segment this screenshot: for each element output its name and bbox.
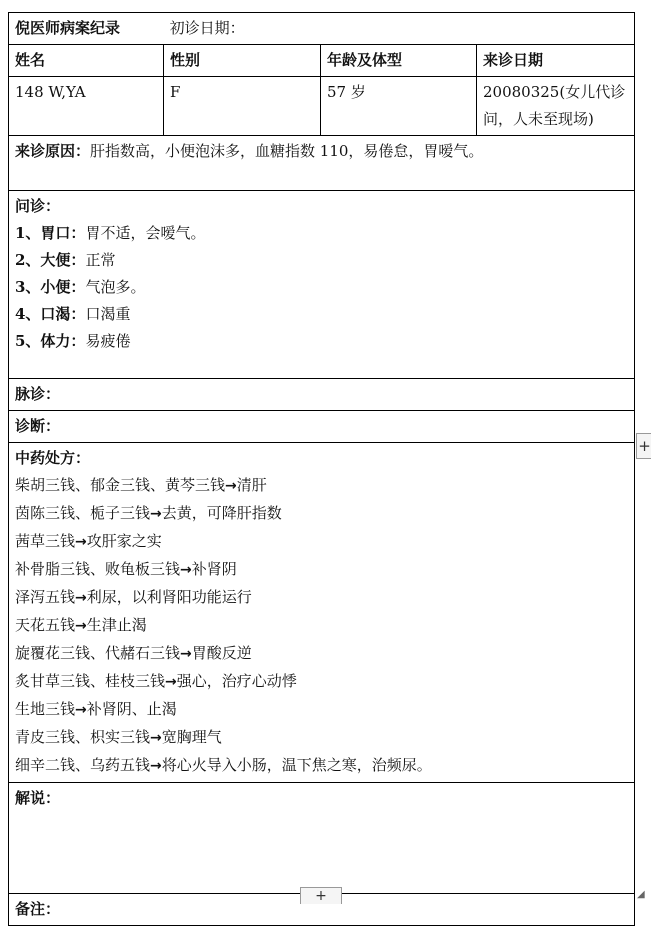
arrow-right-icon: →	[75, 590, 87, 606]
inquiry-item: 4、口渴：口渴重	[15, 305, 131, 323]
reason-cell[interactable]	[9, 136, 635, 191]
resize-corner-icon[interactable]: ◢	[637, 889, 645, 900]
inquiry-item: 1、胃口：胃不适，会嗳气。	[15, 224, 206, 242]
patient-name[interactable]: 148 W,YA	[9, 77, 164, 136]
prescription-item	[15, 724, 628, 752]
prescription-herbs: 生地三钱	[15, 700, 76, 718]
prescription-herbs: 茵陈三钱、栀子三钱	[15, 504, 151, 522]
prescription-item	[15, 612, 628, 640]
record-title: 倪医师病案纪录	[15, 19, 121, 37]
prescription-herbs: 青皮三钱、枳实三钱	[15, 728, 151, 746]
prescription-effect: 宽胸理气	[161, 728, 222, 746]
prescription-effect: 清肝	[236, 476, 267, 494]
record-title-row	[9, 13, 635, 45]
inquiry-item: 2、大便：正常	[15, 251, 116, 269]
notes-cell[interactable]: 备注：	[9, 894, 635, 926]
prescription-effect: 补肾阴、止渴	[86, 700, 177, 718]
prescription-effect: 补肾阴	[191, 560, 237, 578]
medical-record-table	[8, 12, 635, 926]
col-header-age: 年龄及体型	[321, 45, 477, 77]
prescription-effect: 利尿，以利肾阳功能运行	[86, 588, 252, 606]
col-header-visit-date: 来诊日期	[477, 45, 635, 77]
explanation-cell[interactable]: 解说：	[9, 783, 635, 894]
col-header-name: 姓名	[9, 45, 164, 77]
arrow-right-icon: →	[150, 506, 162, 522]
prescription-effect: 胃酸反逆	[191, 644, 252, 662]
prescription-item	[15, 752, 628, 780]
inquiry-list	[15, 220, 628, 355]
inquiry-item: 5、体力：易疲倦	[15, 332, 131, 350]
prescription-item	[15, 668, 628, 696]
inquiry-cell[interactable]	[9, 191, 635, 379]
add-column-handle[interactable]: +	[636, 433, 651, 459]
prescription-item	[15, 584, 628, 612]
prescription-effect: 将心火导入小肠，温下焦之寒，治频尿。	[161, 756, 432, 774]
prescription-effect: 攻肝家之实	[86, 532, 162, 550]
prescription-herbs: 补骨脂三钱、败龟板三钱	[15, 560, 181, 578]
visit-date-line2: 问，人未至现场)	[483, 110, 594, 128]
inquiry-item: 3、小便：气泡多。	[15, 278, 146, 296]
arrow-right-icon: →	[165, 674, 177, 690]
prescription-title: 中药处方：	[15, 449, 91, 467]
prescription-effect: 强心，治疗心动悸	[176, 672, 297, 690]
visit-date-cell[interactable]	[477, 77, 635, 136]
prescription-item	[15, 500, 628, 528]
inquiry-title: 问诊：	[15, 197, 61, 215]
prescription-cell[interactable]	[9, 443, 635, 783]
patient-age[interactable]: 57 岁	[321, 77, 477, 136]
pulse-cell[interactable]: 脉诊：	[9, 379, 635, 411]
arrow-right-icon: →	[180, 562, 192, 578]
prescription-item	[15, 556, 628, 584]
reason-label: 来诊原因：	[15, 142, 91, 160]
col-header-sex: 性别	[164, 45, 321, 77]
patient-sex[interactable]: F	[164, 77, 321, 136]
add-row-handle[interactable]: +	[300, 887, 342, 904]
visit-date-line1: 20080325(女儿代诊	[483, 83, 626, 101]
prescription-herbs: 细辛二钱、乌药五钱	[15, 756, 151, 774]
arrow-right-icon: →	[75, 534, 87, 550]
prescription-herbs: 旋覆花三钱、代赭石三钱	[15, 644, 181, 662]
prescription-effect: 去黄，可降肝指数	[161, 504, 282, 522]
arrow-right-icon: →	[75, 702, 87, 718]
prescription-herbs: 茜草三钱	[15, 532, 76, 550]
prescription-item	[15, 640, 628, 668]
prescription-list	[15, 472, 628, 780]
prescription-item	[15, 528, 628, 556]
prescription-herbs: 柴胡三钱、郁金三钱、黄芩三钱	[15, 476, 226, 494]
arrow-right-icon: →	[75, 618, 87, 634]
prescription-item	[15, 696, 628, 724]
reason-text: 肝指数高，小便泡沫多，血糖指数 110，易倦怠，胃嗳气。	[90, 142, 484, 160]
arrow-right-icon: →	[225, 478, 237, 494]
prescription-effect: 生津止渴	[86, 616, 147, 634]
prescription-herbs: 泽泻五钱	[15, 588, 76, 606]
prescription-item	[15, 472, 628, 500]
arrow-right-icon: →	[180, 646, 192, 662]
prescription-herbs: 炙甘草三钱、桂枝三钱	[15, 672, 166, 690]
arrow-right-icon: →	[150, 758, 162, 774]
arrow-right-icon: →	[150, 730, 162, 746]
prescription-herbs: 天花五钱	[15, 616, 76, 634]
diagnosis-cell[interactable]: 诊断：	[9, 411, 635, 443]
first-visit-date-label: 初诊日期：	[169, 19, 245, 37]
